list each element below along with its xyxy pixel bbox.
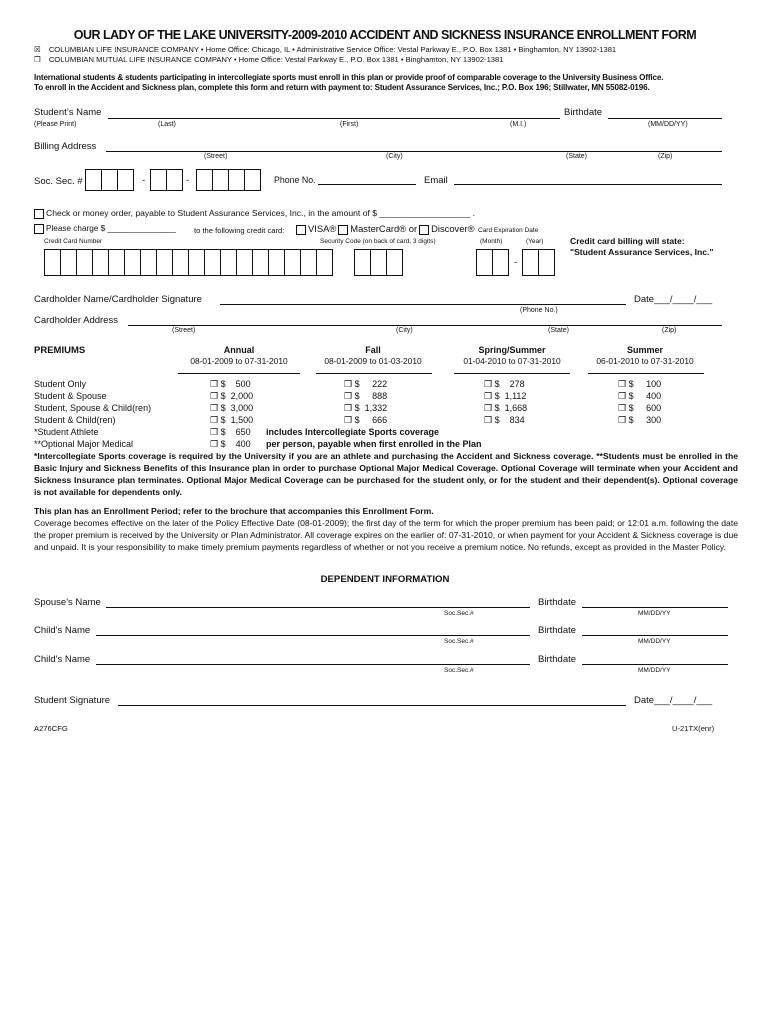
spouse-birthdate-field[interactable] [582,607,728,608]
coverage-note: Coverage becomes effective on the later of the Policy Effective Date (08-01-2009); the first day of the term for which the proper premium has been paid; or 12:01 a.m. following the date the proper premium is received by the University or Plan Administrator. All coverage expires on the earlier of: 07-31-2010, or when payment for your Accident & Sickness coverage is due and unpaid. It is your responsibility to make timely premium payments regardless of whether or not you receive a premium notice. No refunds, except as provided in the Master Policy. [34,518,738,552]
ssn-dash: - [186,175,190,186]
athlete-label: *Student Athlete [34,427,99,437]
premium-row-label: Student & Child(ren) [34,415,116,425]
premium-row-label: Student, Spouse & Child(ren) [34,403,152,413]
premium-annual-option[interactable]: ❒ $ 500 [210,379,251,389]
period-dates-fall: 08-01-2009 to 01-03-2010 [324,356,422,366]
date-format-caption: MM/DD/YY [638,638,671,645]
period-divider [178,373,300,374]
company-option-columbian-mutual[interactable] [34,55,503,64]
period-name-fall: Fall [365,345,381,355]
premiums-heading: PREMIUMS [34,345,86,356]
child-2-name-field[interactable] [96,664,530,665]
cardholder-signature-label: Cardholder Name/Cardholder Signature [34,294,202,305]
ssn-part-3[interactable] [196,169,261,191]
mastercard-label: MasterCard® or [350,223,418,234]
child-2-birthdate-label: Birthdate [538,654,577,665]
city-caption: (City) [386,153,403,160]
major-medical-label: **Optional Major Medical [34,439,134,449]
check-payment-text: Check or money order, payable to Student Assurance Services, Inc., in the amount of $ ___________________ . [46,208,476,218]
city-caption: (City) [396,327,413,334]
date-format-caption: MM/DD/YY [638,610,671,617]
zip-caption: (Zip) [662,327,677,334]
street-caption: (Street) [204,153,228,160]
student-name-field[interactable] [108,118,560,119]
student-signature-label: Student Signature [34,695,111,706]
mastercard-checkbox-icon[interactable] [338,225,348,235]
checkbox-icon[interactable] [34,224,44,234]
premium-spring-summer-option[interactable]: ❒ $ 834 [484,415,525,425]
period-divider [316,373,432,374]
premium-annual-option[interactable]: ❒ $ 2,000 [210,391,254,401]
period-name-summer: Summer [626,345,663,355]
cardholder-address-label: Cardholder Address [34,315,118,326]
card-number-caption: Credit Card Number [44,238,103,245]
period-divider [588,373,704,374]
exp-month-field[interactable] [476,249,509,276]
exp-month-caption: (Month) [480,238,503,245]
child-1-birthdate-field[interactable] [582,635,728,636]
premium-row-label: Student & Spouse [34,391,107,401]
billing-statement-line-1: Credit card billing will state: [570,236,685,246]
major-medical-option[interactable]: ❒ $ 400 [210,439,251,449]
billing-address-label: Billing Address [34,141,97,152]
billing-address-field[interactable] [106,151,722,152]
zip-caption: (Zip) [658,153,673,160]
ssn-caption: Soc.Sec.# [444,667,474,674]
child-1-name-field[interactable] [96,635,530,636]
company-checkbox-icon[interactable]: ❒ [34,55,41,64]
email-field[interactable] [454,184,722,185]
premium-spring-summer-option[interactable]: ❒ $ 278 [484,379,525,389]
phone-field[interactable] [318,184,416,185]
state-caption: (State) [566,153,588,160]
visa-label: VISA® [308,223,337,234]
please-print-caption: (Please Print) [34,121,77,128]
exp-dash: - [514,257,518,268]
card-number-field[interactable] [44,249,333,276]
security-code-caption: Security Code (on back of card, 3 digits) [320,238,436,245]
intro-line-2: To enroll in the Accident and Sickness plan, complete this form and return with payment to: Student Assurance Services, Inc.; P.O. Box 196; Stillwater, MN 55082-0196. [34,83,650,92]
period-dates-spring-summer: 01-04-2010 to 07-31-2010 [463,356,561,366]
premium-annual-option[interactable]: ❒ $ 1,500 [210,415,254,425]
footer-form-code-right: U-21TX(enr) [672,724,715,733]
premium-fall-option[interactable]: ❒ $ 222 [344,379,388,389]
premium-summer-option[interactable]: ❒ $ 400 [618,391,662,401]
child-2-name-label: Child's Name [34,654,91,665]
spouse-birthdate-label: Birthdate [538,597,577,608]
visa-checkbox-icon[interactable] [296,225,306,235]
period-dates-summer: 06-01-2010 to 07-31-2010 [596,356,694,366]
charge-card-text: to the following credit card: [194,226,285,235]
security-code-field[interactable] [354,249,403,276]
email-label: Email [424,175,448,186]
premium-summer-option[interactable]: ❒ $ 600 [618,403,662,413]
ssn-part-2[interactable] [150,169,183,191]
ssn-label: Soc. Sec. # [34,176,83,187]
ssn-caption: Soc.Sec.# [444,610,474,617]
state-caption: (State) [548,327,570,334]
premium-fall-option[interactable]: ❒ $ 666 [344,415,388,425]
period-name-annual: Annual [223,345,255,355]
cardholder-address-field[interactable] [128,325,722,326]
intercollegiate-note: *Intercollegiate Sports coverage is required by the University if you are an athlete and purchasing the Accident and Sickness coverage. **Students must be enrolled in the Basic Injury and Sickness Benefits of this Insurance plan in order to purchase Optional Major Medical Coverage. Optional Coverage will terminate when your Accident and Sickness Insurance plan terminates. Optional Major Medical Coverage can be purchased for the student only, or for the student and their dependent(s). Optional coverage is not available for dependents only. [34,451,738,497]
child-1-birthdate-label: Birthdate [538,625,577,636]
period-name-spring-summer: Spring/Summer [478,345,546,355]
exp-year-caption: (Year) [526,238,544,245]
intro-line-1: International students & students participating in intercollegiate sports must enroll in this plan or provide proof of comparable coverage to the University Business Office. [34,73,664,82]
period-divider [454,373,570,374]
child-1-name-label: Child's Name [34,625,91,636]
cardholder-date-label[interactable]: Date___/____/___ [634,294,713,305]
date-format-caption: MM/DD/YY [638,667,671,674]
dependent-heading: DEPENDENT INFORMATION [320,574,450,585]
footer-form-code-left: A276CFG [34,724,68,733]
company-text: COLUMBIAN LIFE INSURANCE COMPANY • Home Office: Chicago, IL • Administrative Service Office: Vestal Parkway E., P.O. Box 1381 • Binghamton, NY 13902-1381 [48,45,617,54]
card-type-options [296,223,474,235]
discover-checkbox-icon[interactable] [419,225,429,235]
child-2-birthdate-field[interactable] [582,664,728,665]
charge-text: Please charge $ _______________ [46,224,176,234]
premium-summer-option[interactable]: ❒ $ 100 [618,379,662,389]
card-exp-caption: Card Expiration Date [478,227,539,234]
student-birthdate-field[interactable] [608,118,722,119]
check-payment-option[interactable] [34,208,475,219]
spouse-name-field[interactable] [106,607,530,608]
phone-label: Phone No. [274,175,316,185]
birthdate-format-caption: (MM/DD/YY) [648,121,688,128]
premium-spring-summer-option[interactable]: ❒ $ 1,112 [484,391,527,401]
billing-statement-line-2: "Student Assurance Services, Inc." [570,247,714,257]
ssn-caption: Soc.Sec.# [444,638,474,645]
cardholder-signature-field[interactable] [220,304,626,305]
student-signature-field[interactable] [118,705,626,706]
mi-caption: (M.I.) [510,121,527,128]
major-medical-note: per person, payable when first enrolled in the Plan [266,439,482,449]
first-caption: (First) [340,121,359,128]
premium-annual-option[interactable]: ❒ $ 3,000 [210,403,254,413]
premium-summer-option[interactable]: ❒ $ 300 [618,415,662,425]
form-title: OUR LADY OF THE LAKE UNIVERSITY-2009-2010 ACCIDENT AND SICKNESS INSURANCE ENROLLMENT FORM [73,28,697,42]
charge-payment-option[interactable] [34,224,176,234]
athlete-option[interactable]: ❒ $ 650 [210,427,251,437]
street-caption: (Street) [172,327,196,334]
enrollment-period-note: This plan has an Enrollment Period; refer to the brochure that accompanies this Enrollment Form. [34,506,434,516]
student-name-label: Student’s Name [34,107,102,118]
checkbox-icon[interactable] [34,209,44,219]
company-text: COLUMBIAN MUTUAL LIFE INSURANCE COMPANY • Home Office: Vestal Parkway E., P.O. Box 1381 • Binghamton, NY 13902-1381 [48,55,504,64]
spouse-name-label: Spouse's Name [34,597,101,608]
athlete-note: includes Intercollegiate Sports coverage [266,427,440,437]
exp-year-field[interactable] [522,249,555,276]
period-dates-annual: 08-01-2009 to 07-31-2010 [190,356,288,366]
premium-row-label: Student Only [34,379,87,389]
ssn-dash: - [142,175,146,186]
premium-fall-option[interactable]: ❒ $ 888 [344,391,388,401]
last-caption: (Last) [158,121,176,128]
company-option-columbian-life[interactable] [34,45,616,54]
student-birthdate-label: Birthdate [564,107,603,118]
company-checkbox-icon[interactable]: ☒ [34,45,41,54]
discover-label: Discover® [431,223,475,234]
premium-spring-summer-option[interactable]: ❒ $ 1,668 [484,403,528,413]
ssn-part-1[interactable] [85,169,134,191]
premium-fall-option[interactable]: ❒ $ 1,332 [344,403,388,413]
phone-no-caption: (Phone No.) [520,307,558,314]
student-signature-date[interactable]: Date___/____/___ [634,695,713,706]
